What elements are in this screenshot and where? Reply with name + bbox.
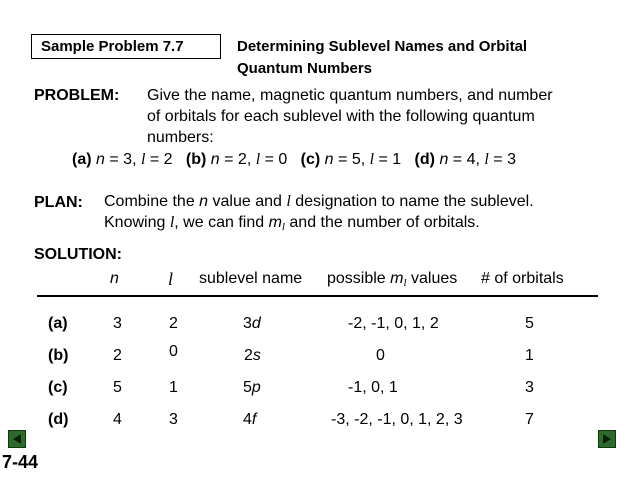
row-a-label: (a) xyxy=(48,315,68,332)
row-a-n: 3 xyxy=(113,315,122,332)
problem-line-3: numbers: xyxy=(147,129,214,146)
title-line-1: Determining Sublevel Names and Orbital xyxy=(237,38,528,55)
row-a-ml: -2, -1, 0, 1, 2 xyxy=(348,315,439,332)
previous-slide-button[interactable] xyxy=(8,430,26,448)
row-d-orbitals: 7 xyxy=(525,411,534,428)
solution-label: SOLUTION: xyxy=(34,246,122,263)
case-a: (a) n = 3, l = 2 xyxy=(72,151,173,168)
header-orbitals: # of orbitals xyxy=(481,270,564,287)
row-b-sublevel: 2s xyxy=(244,347,261,364)
row-a-sublevel: 3d xyxy=(243,315,261,332)
plan-text xyxy=(104,191,534,238)
title-line-2: Quantum Numbers xyxy=(237,60,373,77)
row-b-l: 0 xyxy=(169,343,178,360)
row-b-ml: 0 xyxy=(376,347,385,364)
row-b-n: 2 xyxy=(113,347,122,364)
case-b: (b) n = 2, l = 0 xyxy=(185,151,288,168)
problem-label: PROBLEM: xyxy=(34,87,120,104)
row-b-label: (b) xyxy=(48,347,69,364)
next-slide-button[interactable] xyxy=(598,430,616,448)
row-c-ml: -1, 0, 1 xyxy=(348,379,398,396)
case-d: (d) n = 4, l = 3 xyxy=(414,151,516,168)
row-c-l: 1 xyxy=(169,379,178,396)
sample-problem-badge xyxy=(31,34,221,59)
header-sublevel-name: sublevel name xyxy=(199,270,303,287)
problem-line-2: of orbitals for each sublevel with the following quantum xyxy=(147,108,535,125)
header-n: n xyxy=(110,270,119,287)
plan-label: PLAN: xyxy=(34,194,83,211)
row-a-l: 2 xyxy=(169,315,178,332)
problem-text xyxy=(147,85,553,148)
row-d-n: 4 xyxy=(113,411,122,428)
row-a-orbitals: 5 xyxy=(525,315,534,332)
row-d-ml: -3, -2, -1, 0, 1, 2, 3 xyxy=(331,411,463,428)
quantum-number-cases xyxy=(72,151,516,169)
problem-title xyxy=(237,36,527,80)
triangle-right-icon xyxy=(601,433,613,445)
table-rule xyxy=(37,295,598,297)
plan-line-2: Knowing l, we can find $m_l$ and the number of orbitals. xyxy=(104,214,480,233)
row-b-orbitals: 1 xyxy=(525,347,534,364)
triangle-left-icon xyxy=(11,433,23,445)
header-possible-ml: possible $m_l$ values xyxy=(327,270,458,289)
plan-line-1: Combine the n value and l designation to name the sublevel. xyxy=(104,193,534,210)
slide-number: 7-44 xyxy=(2,452,39,472)
problem-line-1: Give the name, magnetic quantum numbers, and number xyxy=(147,87,553,104)
badge-text: Sample Problem 7.7 xyxy=(41,38,184,55)
row-d-label: (d) xyxy=(48,411,69,428)
case-c: (c) n = 5, l = 1 xyxy=(300,151,402,168)
row-c-label: (c) xyxy=(48,379,68,396)
row-c-sublevel: 5p xyxy=(243,379,261,396)
row-c-orbitals: 3 xyxy=(525,379,534,396)
header-l: l xyxy=(168,269,174,289)
row-d-sublevel: 4f xyxy=(243,411,257,428)
row-d-l: 3 xyxy=(169,411,178,428)
row-c-n: 5 xyxy=(113,379,122,396)
